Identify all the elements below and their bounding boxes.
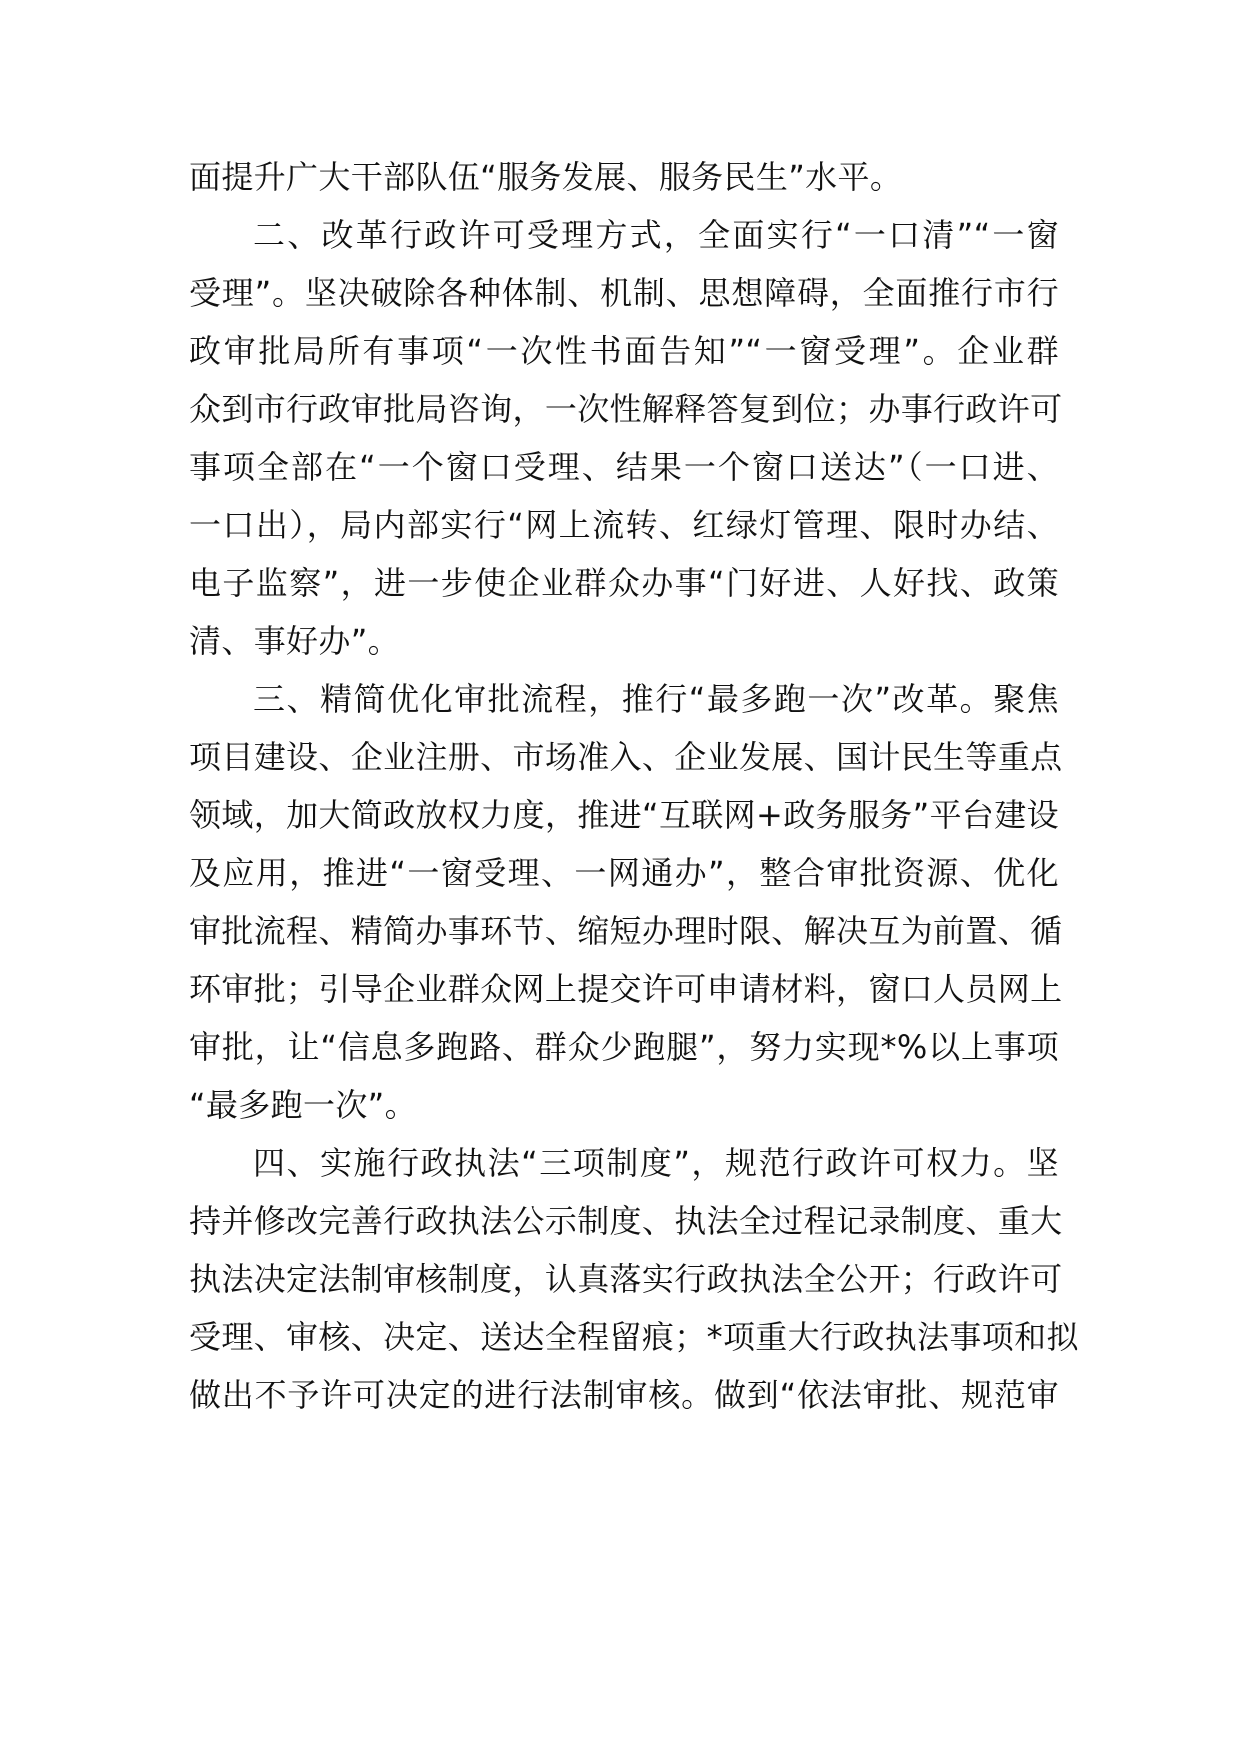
text-line: 众到市行政审批局咨询，一次性解释答复到位；办事行政许可 bbox=[189, 390, 1063, 428]
paragraph-first-line: 三、精简优化审批流程，推行“最多跑一次”改革。聚焦 bbox=[253, 680, 1059, 718]
text-line: 事项全部在“一个窗口受理、结果一个窗口送达”（一口进、 bbox=[189, 448, 1059, 486]
text-line: 受理”。坚决破除各种体制、机制、思想障碍，全面推行市行 bbox=[189, 274, 1059, 312]
text-line: 持并修改完善行政执法公示制度、执法全过程记录制度、重大 bbox=[189, 1202, 1063, 1240]
text-line: 执法决定法制审核制度，认真落实行政执法全公开；行政许可 bbox=[189, 1260, 1063, 1298]
paragraph-first-line: 四、实施行政执法“三项制度”，规范行政许可权力。坚 bbox=[253, 1144, 1059, 1182]
text-line: 及应用，推进“一窗受理、一网通办”，整合审批资源、优化 bbox=[189, 854, 1059, 892]
text-line: 清、事好办”。 bbox=[189, 622, 401, 660]
text-line: 项目建设、企业注册、市场准入、企业发展、国计民生等重点 bbox=[189, 738, 1063, 776]
text-line: “最多跑一次”。 bbox=[189, 1086, 417, 1124]
text-line: 审批流程、精简办事环节、缩短办理时限、解决互为前置、循 bbox=[189, 912, 1063, 950]
paragraph-first-line: 二、改革行政许可受理方式，全面实行“一口清”“一窗 bbox=[253, 216, 1059, 254]
text-line: 电子监察”，进一步使企业群众办事“门好进、人好找、政策 bbox=[189, 564, 1059, 602]
text-line: 做出不予许可决定的进行法制审核。做到“依法审批、规范审 bbox=[189, 1376, 1059, 1414]
text-line: 领域，加大简政放权力度，推进“互联网+政务服务”平台建设 bbox=[189, 796, 1059, 834]
text-line: 政审批局所有事项“一次性书面告知”“一窗受理”。企业群 bbox=[189, 332, 1059, 370]
text-line: 面提升广大干部队伍“服务发展、服务民生”水平。 bbox=[189, 158, 903, 196]
text-line: 受理、审核、决定、送达全程留痕；*项重大行政执法事项和拟 bbox=[189, 1318, 1079, 1356]
text-line: 一口出），局内部实行“网上流转、红绿灯管理、限时办结、 bbox=[189, 506, 1059, 544]
text-line: 环审批；引导企业群众网上提交许可申请材料，窗口人员网上 bbox=[189, 970, 1063, 1008]
text-line: 审批，让“信息多跑路、群众少跑腿”，努力实现*%以上事项 bbox=[189, 1028, 1059, 1066]
